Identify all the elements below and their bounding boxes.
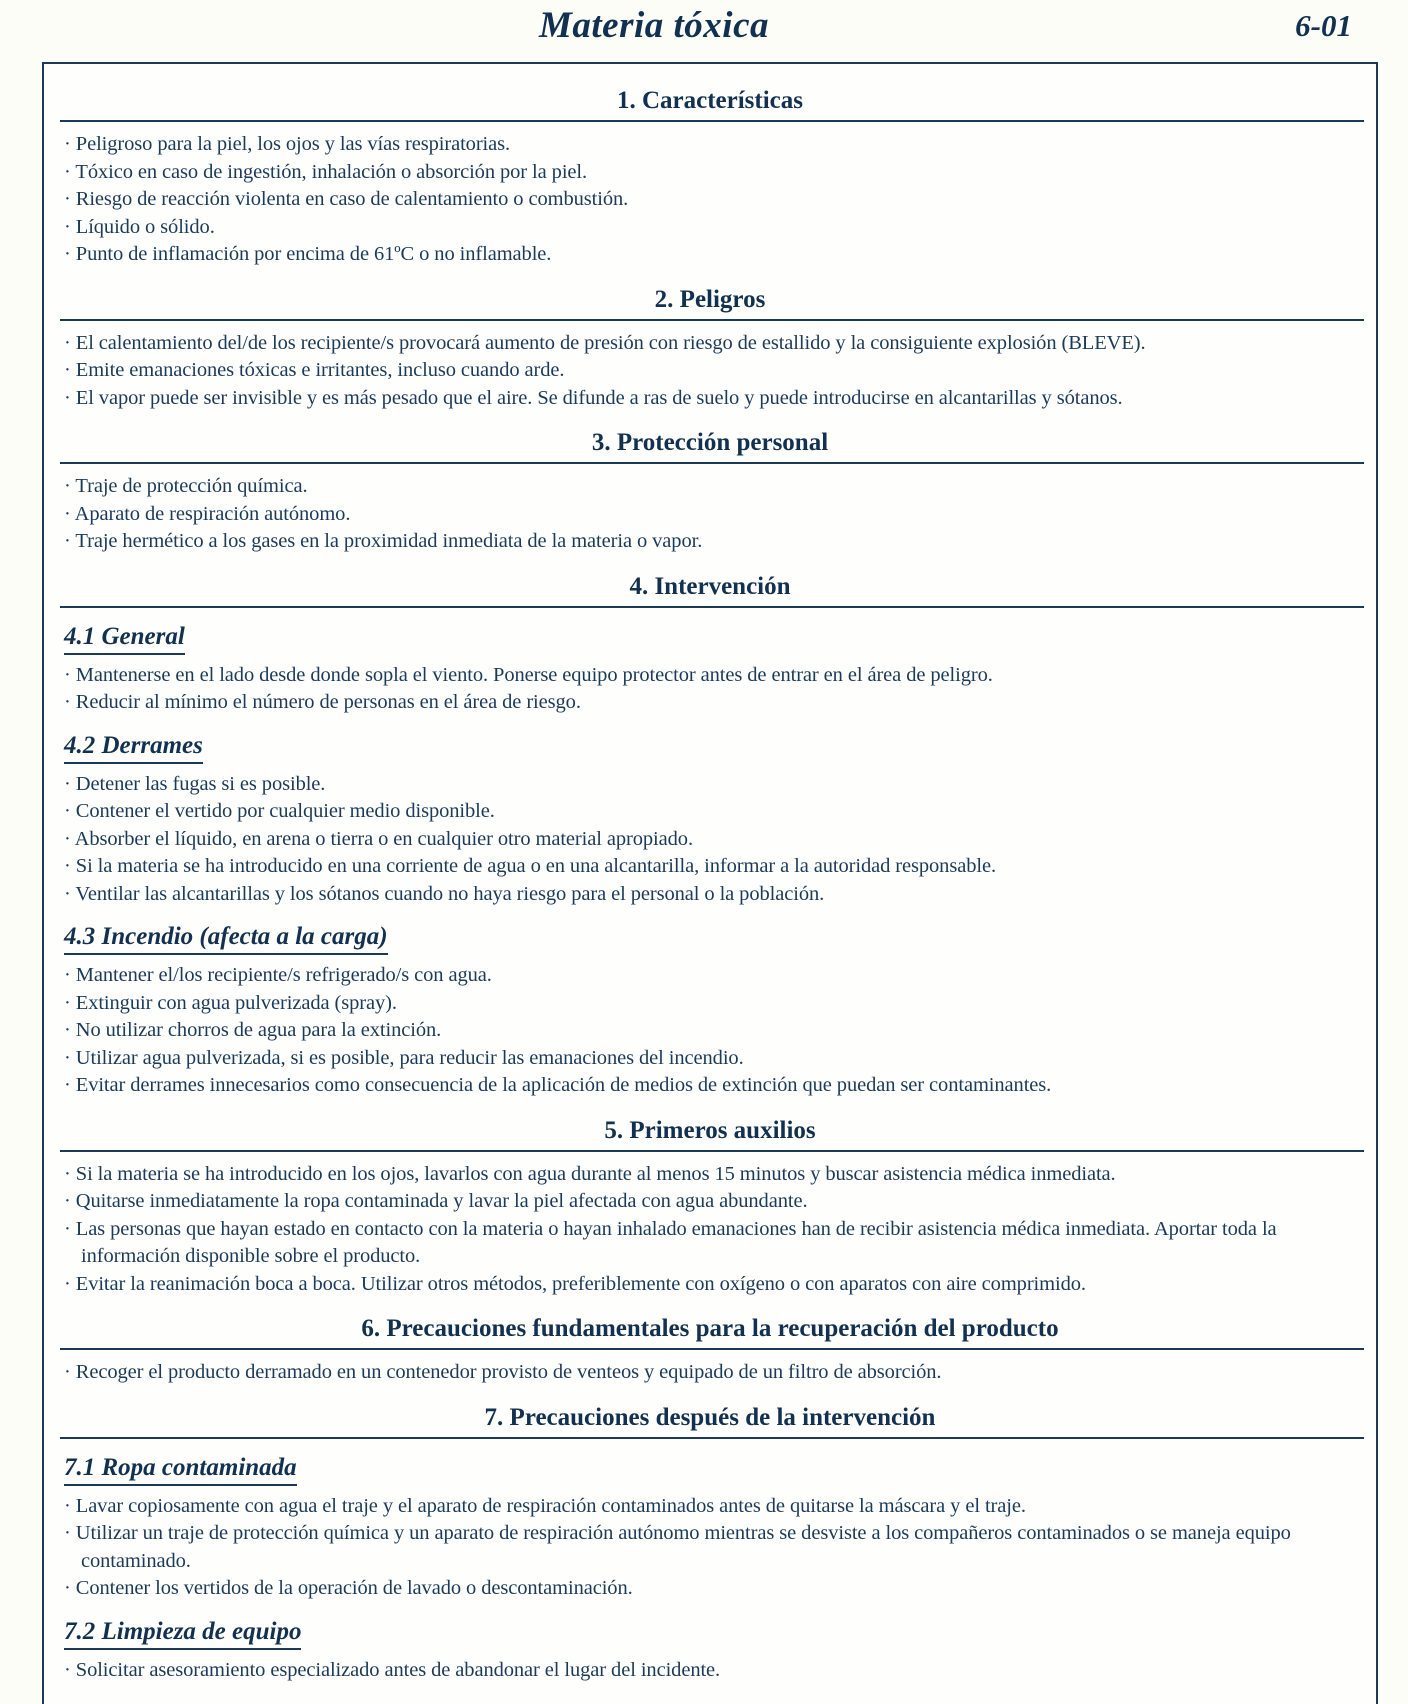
bullet-dot: · bbox=[64, 215, 76, 238]
section-heading: 2. Peligros bbox=[654, 285, 766, 313]
bullet-text: Mantenerse en el lado desde donde sopla el viento. Ponerse equipo protector antes de entrar en el área de peligro. bbox=[75, 663, 993, 686]
bullet-text: Ventilar las alcantarillas y los sótanos cuando no haya riesgo para el personal o la población. bbox=[75, 882, 825, 905]
bullet-text: Absorber el líquido, en arena o tierra o en cualquier otro material apropiado. bbox=[74, 827, 693, 850]
bullet-dot: · bbox=[64, 1494, 76, 1517]
bullet-item bbox=[64, 1575, 1362, 1603]
bullet-item bbox=[64, 1359, 1362, 1387]
bullet-dot: · bbox=[64, 772, 76, 795]
subsection-heading-text: 4.3 Incendio (afecta a la carga) bbox=[64, 923, 388, 955]
bullet-item bbox=[64, 798, 1362, 826]
bullet-item bbox=[64, 1072, 1362, 1100]
bullet-dot: · bbox=[64, 1190, 76, 1212]
bullet-item bbox=[64, 853, 1362, 881]
bullet-text: Extinguir con agua pulverizada (spray). bbox=[75, 991, 397, 1014]
bullet-dot: · bbox=[64, 386, 76, 409]
content-box bbox=[42, 62, 1378, 1704]
bullet-text: Evitar la reanimación boca a boca. Utilizar otros métodos, preferiblemente con oxígeno o con aparatos con aire comprimido. bbox=[75, 1272, 1086, 1295]
bullet-dot: · bbox=[64, 691, 76, 713]
bullet-dot: · bbox=[64, 243, 76, 265]
bullet-item bbox=[64, 214, 1362, 242]
bullet-item bbox=[64, 501, 1362, 529]
bullet-dot: · bbox=[64, 359, 76, 381]
bullet-item bbox=[64, 826, 1362, 854]
section-heading: 5. Primeros auxilios bbox=[604, 1116, 816, 1144]
bullet-list bbox=[44, 1657, 1376, 1685]
bullet-list bbox=[44, 131, 1376, 269]
bullet-dot: · bbox=[64, 530, 76, 552]
bullet-dot: · bbox=[64, 1019, 76, 1041]
bullet-text: Si la materia se ha introducido en los ojos, lavarlos con agua durante al menos 15 minutos y buscar asistencia médica inmediata. bbox=[75, 1162, 1116, 1185]
bullet-dot: · bbox=[64, 188, 76, 210]
bullet-text: El calentamiento del/de los recipiente/s provocará aumento de presión con riesgo de estallido y la consiguiente explosión (BLEVE). bbox=[75, 331, 1146, 354]
bullet-dot: · bbox=[64, 800, 76, 822]
subsection-heading-text: 4.1 General bbox=[64, 623, 185, 655]
bullet-dot: · bbox=[64, 827, 75, 850]
subsection-heading bbox=[64, 1617, 1376, 1647]
bullet-dot: · bbox=[64, 1272, 76, 1295]
bullet-item bbox=[64, 1045, 1362, 1073]
section-rule bbox=[60, 1437, 1364, 1439]
bullet-dot: · bbox=[64, 1577, 76, 1599]
bullet-text: Utilizar agua pulverizada, si es posible, para reducir las emanaciones del incendio. bbox=[75, 1046, 744, 1069]
section-heading: 3. Protección personal bbox=[591, 429, 829, 456]
section bbox=[44, 572, 1376, 1100]
section-rule bbox=[60, 606, 1364, 608]
section bbox=[44, 1116, 1376, 1299]
bullet-dot: · bbox=[64, 964, 76, 986]
bullet-text: Detener las fugas si es posible. bbox=[75, 772, 326, 795]
bullet-dot: · bbox=[64, 475, 76, 497]
bullet-dot: · bbox=[64, 502, 75, 525]
bullet-item bbox=[64, 241, 1362, 269]
bullet-text: Evitar derrames innecesarios como consecuencia de la aplicación de medios de extinción que puedan ser contaminantes. bbox=[75, 1074, 1052, 1096]
bullet-item bbox=[64, 1161, 1362, 1189]
bullet-dot: · bbox=[64, 1046, 76, 1069]
bullet-text: Traje hermético a los gases en la proximidad inmediata de la materia o vapor. bbox=[75, 530, 703, 552]
bullet-dot: · bbox=[64, 1361, 76, 1383]
subsection-heading-text: 7.1 Ropa contaminada bbox=[64, 1454, 297, 1486]
bullet-text: Contener el vertido por cualquier medio disponible. bbox=[75, 800, 495, 822]
bullet-text: Emite emanaciones tóxicas e irritantes, incluso cuando arde. bbox=[75, 359, 565, 381]
bullet-item bbox=[64, 1657, 1362, 1685]
bullet-text: Reducir al mínimo el número de personas en el área de riesgo. bbox=[75, 691, 581, 713]
bullet-item bbox=[64, 330, 1362, 358]
bullet-text: Tóxico en caso de ingestión, inhalación o absorción por la piel. bbox=[75, 160, 588, 183]
bullet-dot: · bbox=[64, 1217, 76, 1240]
bullet-list bbox=[44, 962, 1376, 1100]
bullet-item bbox=[64, 1493, 1362, 1521]
section-rule bbox=[60, 462, 1364, 464]
section-rule bbox=[60, 319, 1364, 321]
bullet-item bbox=[64, 186, 1362, 214]
bullet-dot: · bbox=[64, 882, 76, 905]
bullet-item bbox=[64, 473, 1362, 501]
section bbox=[44, 1314, 1376, 1387]
bullet-dot: · bbox=[64, 663, 76, 686]
bullet-text: No utilizar chorros de agua para la extinción. bbox=[75, 1019, 442, 1041]
bullet-item bbox=[64, 1520, 1362, 1575]
section-heading: 6. Precauciones fundamentales para la recuperación del producto bbox=[361, 1315, 1059, 1342]
bullet-dot: · bbox=[64, 1074, 76, 1096]
bullet-list bbox=[44, 330, 1376, 413]
bullet-item bbox=[64, 771, 1362, 799]
page-code: 6-01 bbox=[1295, 8, 1352, 43]
bullet-text: Utilizar un traje de protección química y un aparato de respiración autónomo mientras se desviste a los compañeros contaminados o se maneja equipo contaminado. bbox=[75, 1522, 1291, 1572]
subsection-heading bbox=[64, 731, 1376, 761]
bullet-item bbox=[64, 1271, 1362, 1299]
bullet-list bbox=[44, 1359, 1376, 1387]
bullet-item bbox=[64, 159, 1362, 187]
bullet-text: Punto de inflamación por encima de 61ºC o no inflamable. bbox=[75, 243, 552, 265]
section-rule bbox=[60, 1348, 1364, 1350]
sections bbox=[44, 86, 1376, 1684]
page-header bbox=[0, 0, 1408, 60]
bullet-item bbox=[64, 1216, 1362, 1271]
bullet-dot: · bbox=[64, 160, 76, 183]
bullet-dot: · bbox=[64, 133, 76, 155]
subsection-heading-text: 7.2 Limpieza de equipo bbox=[64, 1618, 301, 1650]
bullet-item bbox=[64, 662, 1362, 690]
bullet-text: Peligroso para la piel, los ojos y las vías respiratorias. bbox=[75, 133, 511, 155]
bullet-text: El vapor puede ser invisible y es más pesado que el aire. Se difunde a ras de suelo y puede introducirse en alcantarillas y sótanos. bbox=[75, 386, 1123, 409]
section bbox=[44, 1403, 1376, 1685]
section-heading: 4. Intervención bbox=[629, 572, 791, 600]
bullet-dot: · bbox=[64, 855, 76, 877]
page-title: Materia tóxica bbox=[538, 5, 769, 46]
subsection-heading bbox=[64, 1453, 1376, 1483]
bullet-dot: · bbox=[64, 1522, 76, 1544]
bullet-item bbox=[64, 881, 1362, 909]
bullet-text: Quitarse inmediatamente la ropa contaminada y lavar la piel afectada con agua abundante. bbox=[75, 1190, 808, 1212]
subsection-heading-text: 4.2 Derrames bbox=[64, 732, 203, 764]
bullet-text: Lavar copiosamente con agua el traje y el aparato de respiración contaminados antes de quitarse la máscara y el traje. bbox=[75, 1494, 1026, 1517]
bullet-item bbox=[64, 1188, 1362, 1216]
section bbox=[44, 285, 1376, 413]
bullet-text: Aparato de respiración autónomo. bbox=[74, 502, 351, 525]
bullet-dot: · bbox=[64, 331, 76, 354]
section-rule bbox=[60, 120, 1364, 122]
bullet-text: Las personas que hayan estado en contacto con la materia o hayan inhalado emanaciones han de recibir asistencia médica inmediata. Aportar toda la información disponible sobre el producto. bbox=[75, 1217, 1277, 1267]
bullet-text: Si la materia se ha introducido en una corriente de agua o en una alcantarilla, informar a la autoridad responsable. bbox=[75, 855, 996, 877]
bullet-list bbox=[44, 1493, 1376, 1603]
bullet-text: Líquido o sólido. bbox=[75, 215, 215, 238]
bullet-dot: · bbox=[64, 991, 76, 1014]
bullet-text: Recoger el producto derramado en un contenedor provisto de venteos y equipado de un filtro de absorción. bbox=[75, 1361, 942, 1383]
bullet-list bbox=[44, 473, 1376, 556]
bullet-text: Solicitar asesoramiento especializado antes de abandonar el lugar del incidente. bbox=[75, 1658, 721, 1681]
section bbox=[44, 86, 1376, 269]
bullet-list bbox=[44, 1161, 1376, 1299]
bullet-text: Traje de protección química. bbox=[75, 475, 308, 497]
bullet-text: Mantener el/los recipiente/s refrigerado/s con agua. bbox=[75, 964, 492, 986]
section-heading: 1. Características bbox=[616, 87, 804, 114]
section-heading: 7. Precauciones después de la intervención bbox=[484, 1403, 936, 1431]
bullet-item bbox=[64, 962, 1362, 990]
bullet-dot: · bbox=[64, 1658, 76, 1681]
subsection-heading bbox=[64, 922, 1376, 952]
bullet-item bbox=[64, 385, 1362, 413]
bullet-item bbox=[64, 131, 1362, 159]
bullet-item bbox=[64, 990, 1362, 1018]
bullet-item bbox=[64, 1017, 1362, 1045]
bullet-text: Contener los vertidos de la operación de lavado o descontaminación. bbox=[75, 1577, 633, 1599]
bullet-list bbox=[44, 662, 1376, 717]
bullet-list bbox=[44, 771, 1376, 909]
bullet-text: Riesgo de reacción violenta en caso de calentamiento o combustión. bbox=[75, 188, 629, 210]
bullet-dot: · bbox=[64, 1162, 76, 1185]
bullet-item bbox=[64, 357, 1362, 385]
bullet-item bbox=[64, 528, 1362, 556]
section-rule bbox=[60, 1150, 1364, 1152]
subsection-heading bbox=[64, 622, 1376, 652]
bullet-item bbox=[64, 689, 1362, 717]
section bbox=[44, 428, 1376, 556]
